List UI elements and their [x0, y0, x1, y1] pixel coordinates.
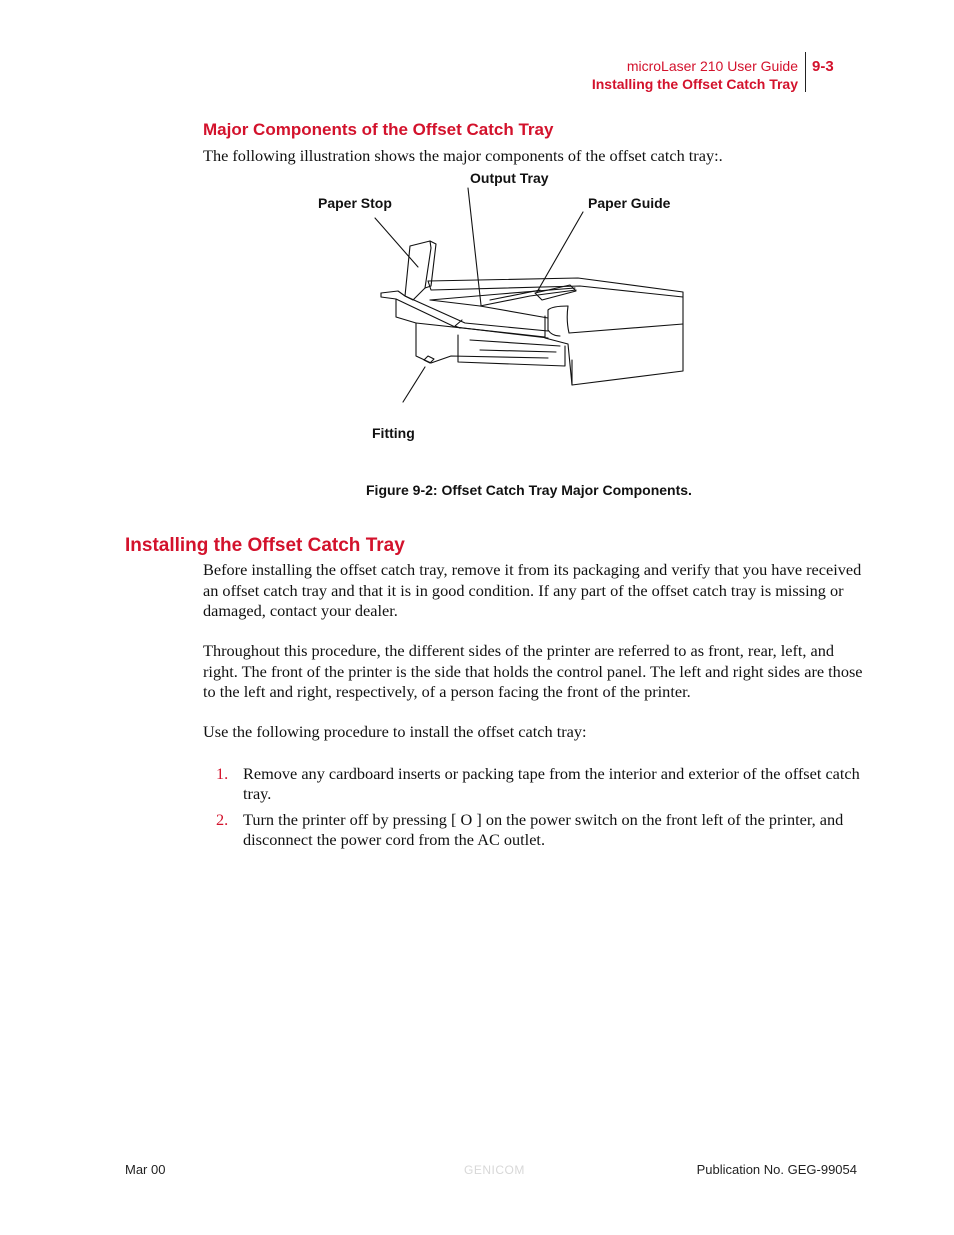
label-paper-guide: Paper Guide [588, 195, 671, 211]
figure-caption: Figure 9-2: Offset Catch Tray Major Components. [366, 482, 692, 498]
section-heading-installing: Installing the Offset Catch Tray [125, 535, 405, 556]
section-heading-major-components: Major Components of the Offset Catch Tray [203, 120, 554, 139]
leader-output-tray [468, 188, 481, 305]
paragraph-printer-sides: Throughout this procedure, the different sides of the printer are referred to as front, rear, left, and right. The front of the printer is the side that holds the control panel. The left and right sides are those to the left and right, respectively, of a person facing the front of the printer. [203, 641, 863, 702]
running-header-section-title: Installing the Offset Catch Tray [591, 76, 798, 92]
page-number: 9-3 [812, 58, 834, 75]
paragraph-procedure-intro: Use the following procedure to install the offset catch tray: [203, 722, 587, 741]
step-number: 1. [216, 764, 229, 783]
step-text: Remove any cardboard inserts or packing tape from the interior and exterior of the offset catch tray. [243, 764, 860, 803]
step-text: Turn the printer off by pressing [ O ] on the power switch on the front left of the printer, and disconnect the power cord from the AC outlet. [243, 810, 844, 849]
tray-top-outline [428, 278, 683, 385]
paper-stop [405, 241, 431, 300]
label-fitting: Fitting [372, 425, 415, 441]
figure-intro-paragraph: The following illustration shows the major components of the offset catch tray:. [203, 146, 723, 165]
header-divider [805, 52, 806, 92]
footer-date: Mar 00 [125, 1162, 166, 1177]
leader-fitting [403, 367, 425, 402]
label-output-tray: Output Tray [470, 170, 549, 186]
label-paper-stop: Paper Stop [318, 195, 392, 211]
leader-paper-guide [537, 212, 583, 292]
running-header-guide-title: microLaser 210 User Guide [626, 58, 798, 74]
footer-publication-number: Publication No. GEG-99054 [696, 1162, 857, 1177]
footer-logo: GENICOM [464, 1163, 525, 1177]
step-number: 2. [216, 810, 229, 829]
paragraph-verify-packaging: Before installing the offset catch tray, remove it from its packaging and verify that you have received an offset catch tray and that it is in good condition. If any part of the offset catch tray is missing or damaged, contact your dealer. [203, 560, 862, 621]
offset-catch-tray-illustration [370, 180, 700, 420]
leader-paper-stop [375, 218, 418, 267]
